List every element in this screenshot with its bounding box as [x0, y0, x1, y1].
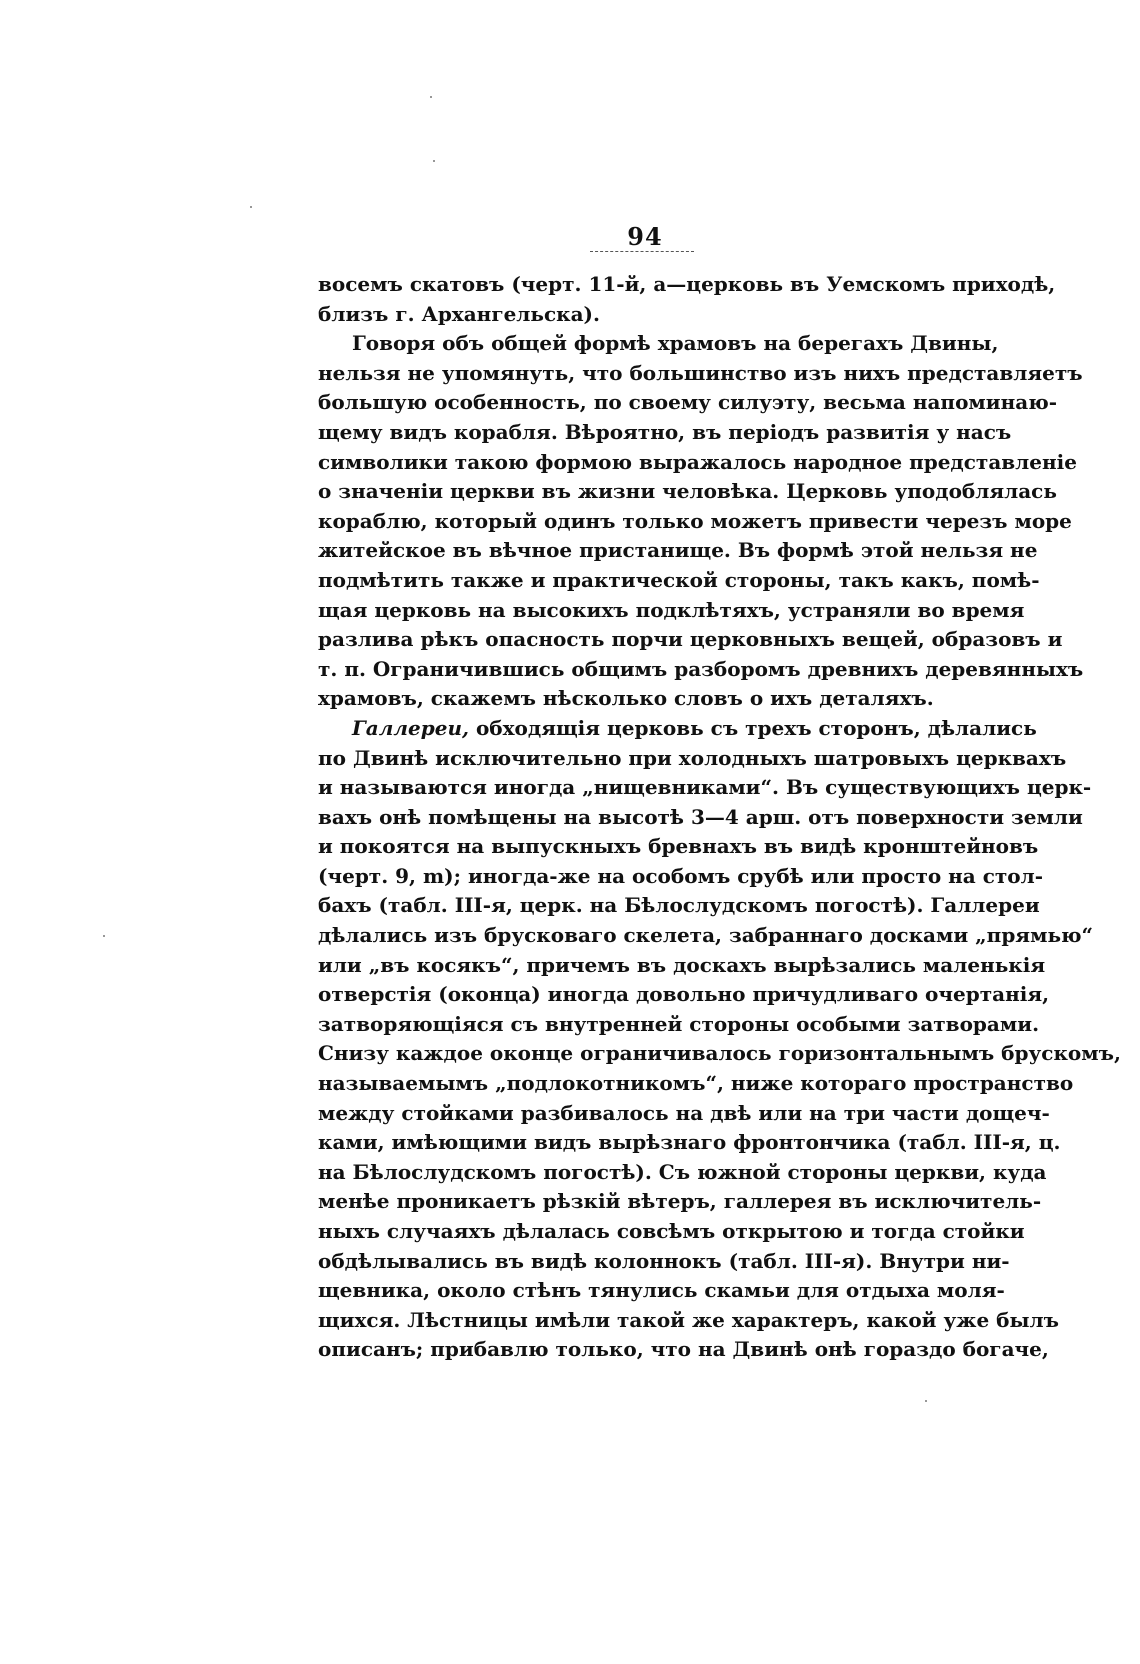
- text-line: описанъ; прибавлю только, что на Двинѣ онѣ гораздо богаче,: [318, 1337, 1049, 1362]
- scan-speck: [103, 935, 105, 937]
- text-line: щему видъ корабля. Вѣроятно, въ періодъ развитія у насъ: [318, 419, 1012, 444]
- text-line: щихся. Лѣстницы имѣли такой же характеръ, какой уже былъ: [318, 1307, 1059, 1332]
- text-line: ныхъ случаяхъ дѣлалась совсѣмъ открытою и тогда стойки: [318, 1219, 1025, 1243]
- text-line: обдѣлывались въ видѣ колоннокъ (табл. III-я). Внутри ни-: [318, 1248, 1010, 1273]
- text-line: между стойками разбивалось на двѣ или на три части дощеч-: [318, 1100, 1050, 1125]
- text-line: символики такою формою выражалось народное представленіе: [318, 449, 1077, 474]
- scan-speck: [430, 96, 432, 98]
- galleries-term: Галлереи,: [352, 715, 469, 740]
- scan-speck: [433, 160, 435, 162]
- text-line: называемымъ „подлокотникомъ“, ниже котораго пространство: [318, 1071, 1074, 1096]
- text-line: разлива рѣкъ опасность порчи церковныхъ вещей, образовъ и: [318, 627, 1063, 652]
- text-line: щая церковь на высокихъ подклѣтяхъ, устраняли во время: [318, 597, 1025, 622]
- text-line: и покоятся на выпускныхъ бревнахъ въ видѣ кронштейновъ: [318, 834, 1039, 859]
- text-line: кораблю, который одинъ только можетъ привести черезъ море: [318, 508, 1072, 533]
- body-text: [318, 270, 1121, 1365]
- text-line-rest: обходящія церковь съ трехъ сторонъ, дѣлались: [475, 715, 1037, 740]
- text-line: дѣлались изъ брусковаго скелета, забраннаго досками „прямью“: [318, 923, 1094, 948]
- paragraph-start-line: [318, 714, 1037, 744]
- text-line: т. п. Ограничившись общимъ разборомъ древнихъ деревянныхъ: [318, 656, 1084, 681]
- text-line: близъ г. Архангельска).: [318, 301, 600, 326]
- scan-speck: [250, 206, 252, 208]
- page-number-rule: [590, 251, 694, 252]
- text-line: или „въ косякъ“, причемъ въ доскахъ вырѣзались маленькія: [318, 952, 1046, 977]
- text-line: большую особенность, по своему силуэту, весьма напоминаю-: [318, 390, 1058, 415]
- scan-speck: [925, 1400, 927, 1402]
- text-line: Снизу каждое оконце ограничивалось горизонтальнымъ брускомъ,: [318, 1041, 1121, 1066]
- text-line: затворяющіяся съ внутренней стороны особыми затворами.: [318, 1011, 1040, 1036]
- text-line: по Двинѣ исключительно при холодныхъ шатровыхъ церквахъ: [318, 745, 1067, 770]
- text-line: щевника, около стѣнъ тянулись скамьи для отдыха моля-: [318, 1278, 1005, 1303]
- text-line: нельзя не упомянуть, что большинство изъ нихъ представляетъ: [318, 360, 1083, 385]
- text-line: о значеніи церкви въ жизни человѣка. Церковь уподоблялась: [318, 479, 1057, 504]
- text-line: и называются иногда „нищевниками“. Въ существующихъ церк-: [318, 775, 1092, 800]
- text-line: житейское въ вѣчное пристанище. Въ формѣ этой нельзя не: [318, 538, 1038, 563]
- text-line: бахъ (табл. III-я, церк. на Бѣлослудскомъ погостѣ). Галлереи: [318, 893, 1040, 918]
- text-line: восемъ скатовъ (черт. 11-й, а—церковь въ Уемскомъ приходѣ,: [318, 272, 1056, 296]
- paragraph-start-line: Говоря объ общей формѣ храмовъ на берегахъ Двины,: [352, 331, 999, 356]
- text-line: отверстія (оконца) иногда довольно причудливаго очертанія,: [318, 982, 1050, 1007]
- text-line: (черт. 9, m); иногда-же на особомъ срубѣ или просто на стол-: [318, 863, 1044, 888]
- page-number: 94: [627, 222, 663, 251]
- text-line: менѣе проникаетъ рѣзкій вѣтеръ, галлерея въ исключитель-: [318, 1189, 1042, 1214]
- text-line: храмовъ, скажемъ нѣсколько словъ о ихъ деталяхъ.: [318, 686, 934, 711]
- text-line: на Бѣлослудскомъ погостѣ). Съ южной стороны церкви, куда: [318, 1159, 1047, 1184]
- text-line: вахъ онѣ помѣщены на высотѣ 3—4 арш. отъ поверхности земли: [318, 804, 1083, 829]
- text-line: ками, имѣющими видъ вырѣзнаго фронтончика (табл. III-я, ц.: [318, 1130, 1061, 1155]
- text-line: подмѣтить также и практической стороны, такъ какъ, помѣ-: [318, 567, 1040, 592]
